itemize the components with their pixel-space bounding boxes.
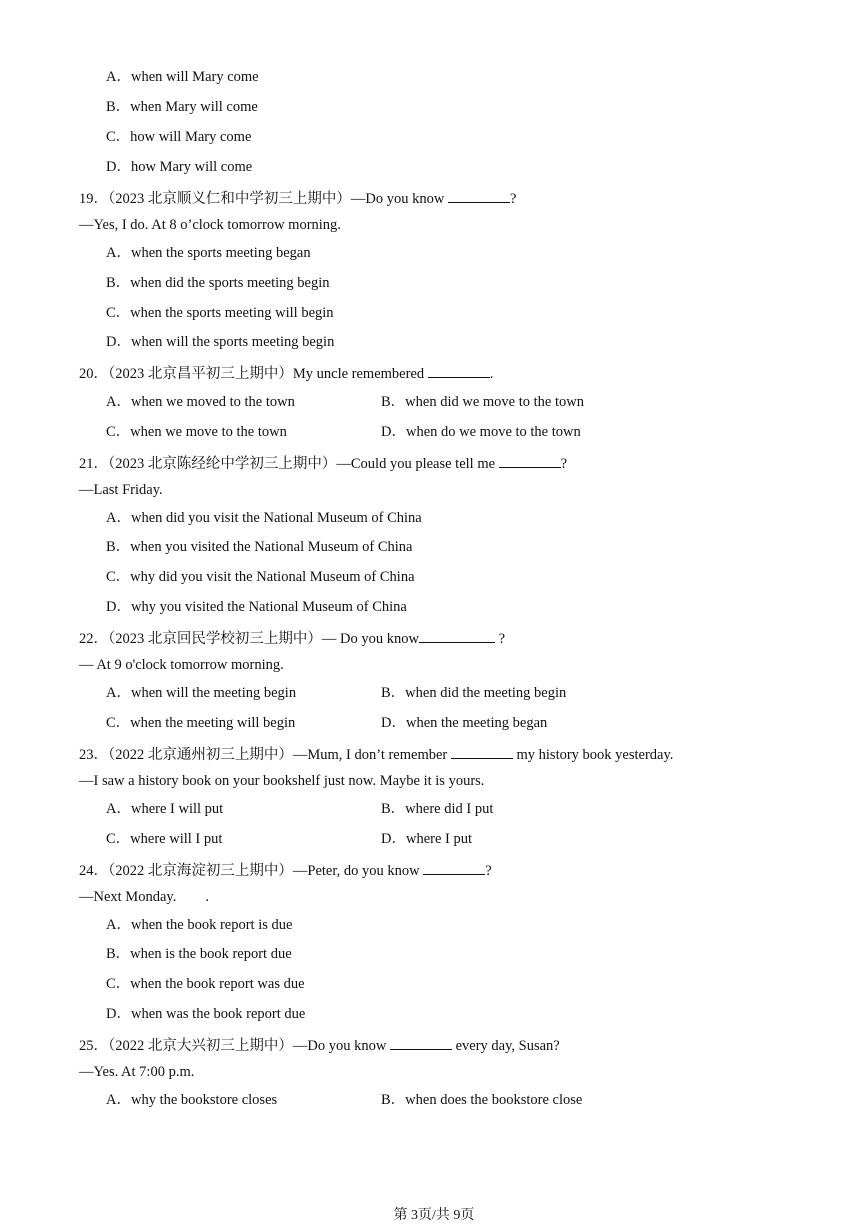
question-stem-text: 22．（2023 北京回民学校初三上期中）— Do you know (79, 631, 419, 647)
question-stem-text-end: ? (485, 863, 492, 879)
option-22-b: B．when did the meeting begin (381, 685, 567, 701)
option-20-d: D．when do we move to the town (381, 424, 581, 440)
question-25-answer: —Yes. At 7:00 p.m. (79, 1064, 195, 1080)
option-24-a: A．when the book report is due (106, 917, 293, 933)
question-stem-text: 24．（2022 北京海淀初三上期中）—Peter, do you know (79, 863, 424, 879)
option-25-a: A．why the bookstore closes (106, 1092, 278, 1108)
answer-blank (448, 188, 510, 203)
question-22-answer: — At 9 o'clock tomorrow morning. (79, 657, 284, 673)
option-21-b: B．when you visited the National Museum of China (106, 539, 413, 555)
option-18-a: A．when will Mary come (106, 69, 259, 85)
option-22-a: A．when will the meeting begin (106, 685, 297, 701)
option-21-d: D．why you visited the National Museum of China (106, 599, 407, 615)
option-21-c: C．why did you visit the National Museum of China (106, 569, 415, 585)
question-21-stem (79, 453, 567, 473)
question-24-stem (79, 860, 492, 880)
question-stem-text: 25．（2022 北京大兴初三上期中）—Do you know (79, 1038, 390, 1054)
question-22-stem (79, 628, 505, 648)
option-23-a: A．where I will put (106, 801, 224, 817)
option-23-c: C．where will I put (106, 831, 223, 847)
question-stem-text-end: every day, Susan? (451, 1038, 560, 1054)
question-23-answer: —I saw a history book on your bookshelf just now. Maybe it is yours. (79, 773, 485, 789)
question-19-answer: —Yes, I do. At 8 o’clock tomorrow morning. (79, 217, 341, 233)
option-25-b: B．when does the bookstore close (381, 1092, 583, 1108)
question-21-answer: —Last Friday. (79, 482, 163, 498)
option-24-d: D．when was the book report due (106, 1006, 306, 1022)
option-19-a: A．when the sports meeting began (106, 245, 311, 261)
option-19-d: D．when will the sports meeting begin (106, 334, 335, 350)
option-20-b: B．when did we move to the town (381, 394, 584, 410)
option-18-d: D．how Mary will come (106, 159, 253, 175)
answer-blank (451, 744, 513, 759)
question-stem-text-end: my history book yesterday. (512, 747, 674, 763)
option-18-b: B．when Mary will come (106, 99, 258, 115)
question-stem-text-end: ? (509, 191, 517, 207)
option-19-c: C．when the sports meeting will begin (106, 305, 334, 321)
option-22-d: D．when the meeting began (381, 715, 548, 731)
option-19-b: B．when did the sports meeting begin (106, 275, 330, 291)
option-23-d: D．where I put (381, 831, 473, 847)
question-stem-text: 19．（2023 北京顺义仁和中学初三上期中）—Do you know (79, 191, 448, 207)
question-19-stem (79, 188, 516, 208)
option-20-a: A．when we moved to the town (106, 394, 295, 410)
question-20-stem (79, 363, 493, 383)
question-24-answer: —Next Monday. . (79, 889, 209, 905)
answer-blank (423, 860, 485, 875)
question-25-stem (79, 1035, 560, 1055)
question-stem-text-end: ? (494, 631, 506, 647)
answer-blank (419, 628, 495, 643)
page-number-footer: 第 3页/共 9页 (393, 1208, 475, 1223)
question-stem-text-end: ? (560, 456, 568, 472)
question-stem-text: 23．（2022 北京通州初三上期中）—Mum, I don’t remember (79, 747, 451, 763)
question-stem-text: 20．（2023 北京昌平初三上期中）My uncle remembered (79, 366, 428, 382)
option-18-c: C．how will Mary come (106, 129, 252, 145)
question-stem-text-end: . (489, 366, 494, 382)
option-24-b: B．when is the book report due (106, 946, 292, 962)
answer-blank (428, 363, 490, 378)
option-23-b: B．where did I put (381, 801, 494, 817)
answer-blank (390, 1035, 452, 1050)
question-23-stem (79, 744, 673, 764)
option-24-c: C．when the book report was due (106, 976, 305, 992)
question-stem-text: 21．（2023 北京陈经纶中学初三上期中）—Could you please tell me (79, 456, 499, 472)
answer-blank (499, 453, 561, 468)
option-20-c: C．when we move to the town (106, 424, 287, 440)
option-21-a: A．when did you visit the National Museum of China (106, 510, 422, 526)
option-22-c: C．when the meeting will begin (106, 715, 296, 731)
